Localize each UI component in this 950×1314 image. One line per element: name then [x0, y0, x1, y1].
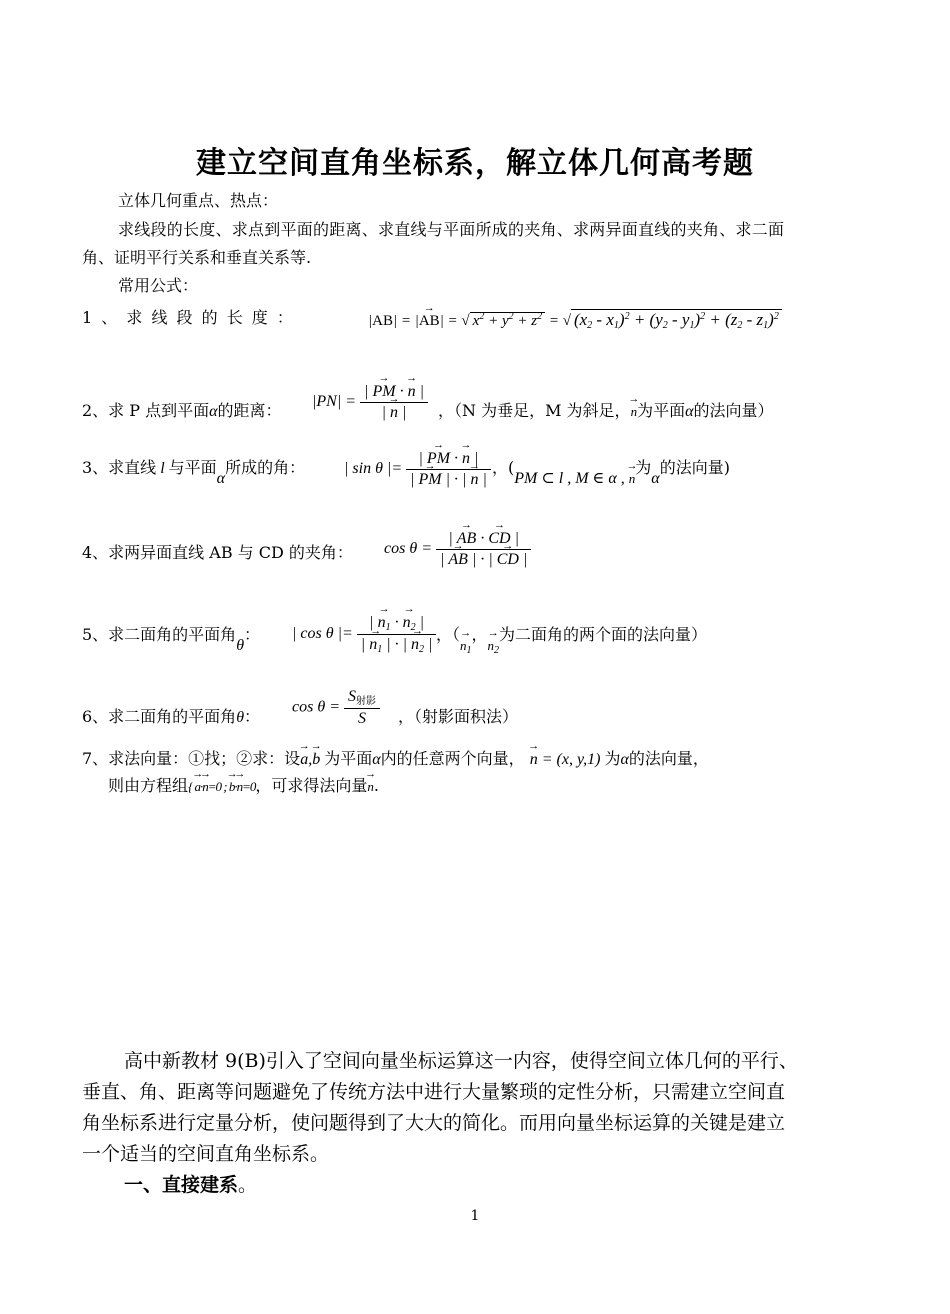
- formula-5-note-a: ，（: [436, 625, 461, 644]
- formula-3-note: [492, 455, 730, 487]
- formula-3-label-mid: 与平面: [168, 458, 217, 477]
- formula-6-expression: cos θ = $\frac{S_{射影}}{S}$: [292, 688, 380, 728]
- formula-4-label: 4、求两异面直线 AB 与 CD 的夹角：: [82, 543, 353, 562]
- alpha-symbol: α: [216, 470, 226, 487]
- formula-5-label-tail: ：: [244, 625, 261, 644]
- formula-5-expression: | cos θ |= $\frac{| \to n_1 \cdot \to n_2 |}{| \to n_1 | \cdot | \to n_2 |}$: [292, 614, 436, 655]
- normal-vector-definition: → n = (x, y,1): [530, 751, 605, 768]
- formula-6-label-tail: ：: [244, 707, 261, 726]
- alpha-symbol: α: [209, 403, 218, 420]
- vectors-ab: → a,→ b: [300, 751, 324, 768]
- formula-5-note-c: 为二面角的两个面的法向量）: [499, 625, 708, 644]
- formula-7-note-d: 的法向量，: [628, 749, 709, 768]
- formula-2-note-a: ，（N 为垂足，M 为斜足，: [438, 401, 631, 420]
- page-title: 建立空间直角坐标系，解立体几何高考题: [196, 146, 754, 181]
- formula-7-line2-a: 则由方程组: [108, 776, 189, 795]
- formula-6-label: 6、求二面角的平面角: [82, 707, 237, 726]
- intro-line-2: 角、证明平行关系和垂直关系等.: [82, 248, 312, 267]
- formula-3-label: 3、求直线: [82, 458, 157, 477]
- formulas-heading: 常用公式：: [118, 276, 199, 295]
- formula-5-note: [436, 622, 708, 656]
- formula-7-line2-c: .: [373, 776, 379, 795]
- condition-expression: PM ⊂ l , M ∈ α , → n: [514, 470, 635, 487]
- normal-vector-n2: → $n_2$: [488, 638, 500, 656]
- formula-1-label: 1 、 求 线 段 的 长 度 ：: [82, 308, 295, 327]
- equation-system: { → a·→ n=0 ; → b·→ n=0: [188, 779, 255, 794]
- formula-7-line-2: [108, 773, 379, 796]
- formula-3-label-tail: 所成的角：: [225, 458, 306, 477]
- formula-5-note-b: ，: [471, 625, 488, 644]
- page-number: 1: [470, 1208, 480, 1224]
- formula-7-line2-b: ，可求得法向量: [255, 776, 368, 795]
- intro-line-1: 求线段的长度、求点到平面的距离、求直线与平面所成的夹角、求两异面直线的夹角、求二面: [118, 220, 785, 239]
- alpha-symbol: α: [685, 403, 694, 420]
- theta-symbol: θ: [236, 709, 245, 726]
- paragraph-line-4: 一个适当的空间直角坐标系。: [82, 1143, 330, 1165]
- formula-1-expression: |AB| = |→ AB| = √ $x^2 + y^2 + z^2$ = √ $(x_2 - x_1)^2 + (y_2 - y_1)^2 + (z_2 - z_1)^2$: [368, 310, 782, 331]
- alpha-symbol: α: [651, 470, 660, 487]
- section-heading-text: 一、直接建系: [124, 1174, 239, 1196]
- formula-3-row: [82, 455, 306, 487]
- theta-symbol: θ: [236, 637, 245, 654]
- intro-heading: 立体几何重点、热点：: [118, 191, 279, 210]
- formula-2-note-c: 的法向量）: [693, 401, 774, 420]
- paragraph-line-1: 高中新教材 9(B)引入了空间向量坐标运算这一内容，使得空间立体几何的平行、: [124, 1050, 798, 1072]
- formula-3-note-a: ，(: [492, 458, 515, 477]
- formula-7-note-c: 为: [604, 749, 621, 768]
- formula-6-note: ，（射影面积法）: [398, 707, 519, 726]
- normal-vector-n: → n: [631, 404, 638, 420]
- normal-vector-n1: → $n_1$: [460, 638, 472, 656]
- alpha-symbol: α: [620, 751, 629, 768]
- formula-7-row: [82, 746, 709, 769]
- normal-vector-n: → n: [367, 779, 374, 795]
- formula-2-label: 2、求 P 点到平面: [82, 401, 210, 420]
- alpha-symbol: α: [372, 751, 381, 768]
- formula-2-row: [82, 398, 282, 421]
- formula-7-note-b: 内的任意两个向量，: [380, 749, 525, 768]
- formula-2-label-tail: 的距离：: [217, 401, 282, 420]
- section-heading: [124, 1170, 257, 1201]
- formula-3-note-c: 的法向量): [659, 458, 730, 477]
- section-heading-tail: 。: [238, 1174, 258, 1196]
- formula-2-note-b: 为平面: [637, 401, 686, 420]
- paragraph-line-3: 角坐标系进行定量分析，使问题得到了大大的简化。而用向量坐标运算的关键是建立: [82, 1112, 786, 1134]
- formula-5-label: 5、求二面角的平面角: [82, 625, 237, 644]
- formula-3-note-b: 为: [635, 458, 652, 477]
- paragraph-line-2: 垂直、角、距离等问题避免了传统方法中进行大量繁琐的定性分析，只需建立空间直: [82, 1081, 786, 1103]
- formula-7-note-a: 为平面: [324, 749, 373, 768]
- formula-2-expression: |PN| = $\frac{| \to PM \cdot \to n |}{| \to n |}$: [312, 383, 428, 422]
- line-l-symbol: l: [156, 460, 169, 477]
- formula-7-label: 7、求法向量：①找；②求：设: [82, 749, 301, 768]
- formula-6-row: [82, 704, 260, 727]
- formula-4-expression: cos θ = $\frac{| \to AB \cdot \to CD |}{| \to AB | \cdot | \to CD |}$: [384, 530, 531, 569]
- projection-subscript: 射影: [355, 696, 376, 707]
- formula-2-note: [438, 398, 774, 421]
- formula-5-row: [82, 622, 261, 654]
- formula-3-expression: | sin θ |= $\frac{| \to PM \cdot \to n |}{| \to PM | \cdot | \to n |}$: [344, 450, 491, 489]
